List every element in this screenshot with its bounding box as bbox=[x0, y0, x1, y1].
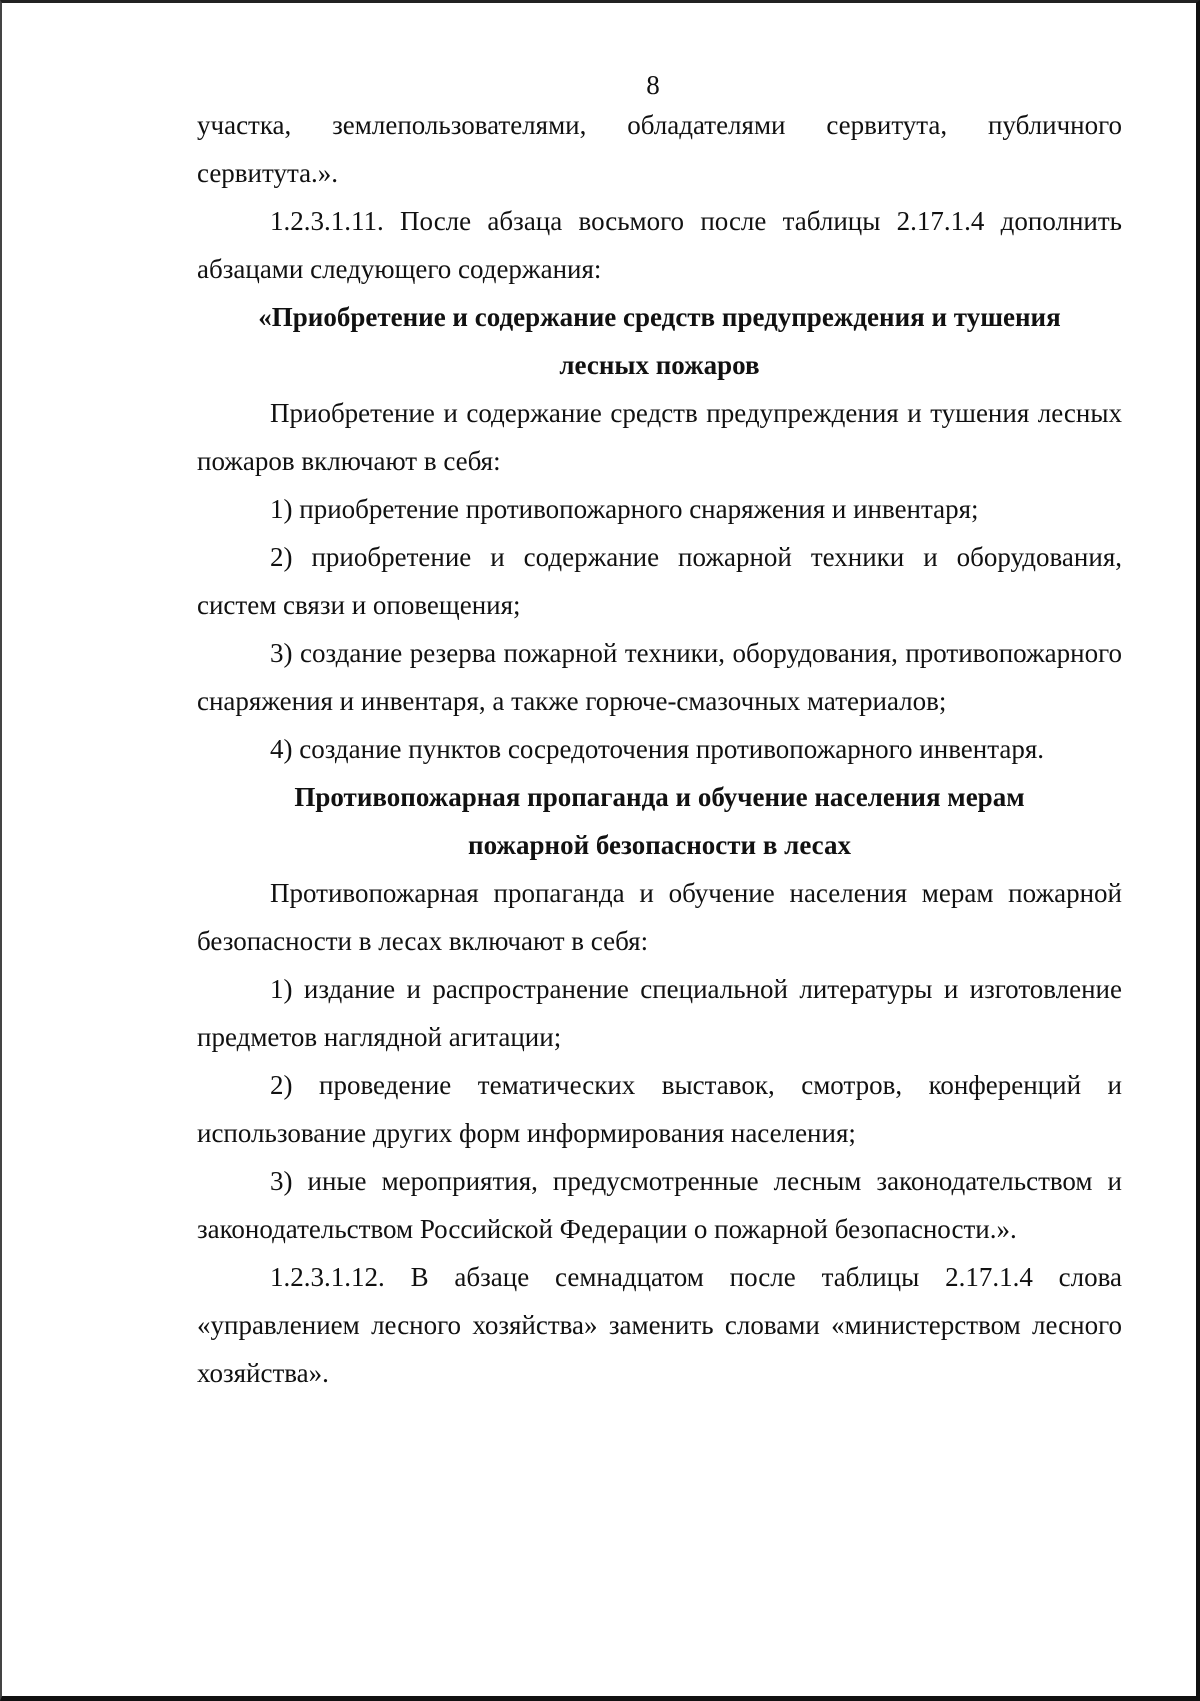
section-heading-fire-propaganda bbox=[197, 773, 1122, 869]
list-item: 4) создание пунктов сосредоточения противопожарного инвентаря. bbox=[270, 734, 1045, 764]
section-heading-line: лесных пожаров bbox=[559, 350, 760, 380]
paragraph-amendment-11: 1.2.3.1.11. После абзаца восьмого после таблицы 2.17.1.4 дополнить абзацами следующего содержания: bbox=[197, 206, 1122, 284]
section-heading-line: «Приобретение и содержание средств предупреждения и тушения bbox=[258, 302, 1061, 332]
section-heading-line: Противопожарная пропаганда и обучение населения мерам bbox=[294, 782, 1025, 812]
list-item: 1) приобретение противопожарного снаряжения и инвентаря; bbox=[270, 494, 979, 524]
page-number: 8 bbox=[646, 70, 660, 100]
document-body bbox=[197, 101, 1122, 1397]
paragraph-amendment-12: 1.2.3.1.12. В абзаце семнадцатом после таблицы 2.17.1.4 слова «управлением лесного хозяйства» заменить словами «министерством лесного хозяйства». bbox=[197, 1262, 1122, 1388]
section-heading-line: пожарной безопасности в лесах bbox=[468, 830, 851, 860]
list-item: 2) проведение тематических выставок, смотров, конференций и использование других форм информирования населения; bbox=[197, 1070, 1122, 1148]
section-heading-fire-equipment bbox=[197, 293, 1122, 389]
paragraph-fire-equipment-intro: Приобретение и содержание средств предупреждения и тушения лесных пожаров включают в себя: bbox=[197, 398, 1122, 476]
list-item: 3) создание резерва пожарной техники, оборудования, противопожарного снаряжения и инвентаря, а также горюче-смазочных материалов; bbox=[197, 638, 1122, 716]
list-item: 1) издание и распространение специальной литературы и изготовление предметов наглядной агитации; bbox=[197, 974, 1122, 1052]
paragraph-fire-propaganda-intro: Противопожарная пропаганда и обучение населения мерам пожарной безопасности в лесах включают в себя: bbox=[197, 878, 1122, 956]
paragraph-continuation: участка, землепользователями, обладателями сервитута, публичного сервитута.». bbox=[197, 110, 1122, 188]
list-item: 2) приобретение и содержание пожарной техники и оборудования, систем связи и оповещения; bbox=[197, 542, 1122, 620]
list-item: 3) иные мероприятия, предусмотренные лесным законодательством и законодательством Российской Федерации о пожарной безопасности.». bbox=[197, 1166, 1122, 1244]
